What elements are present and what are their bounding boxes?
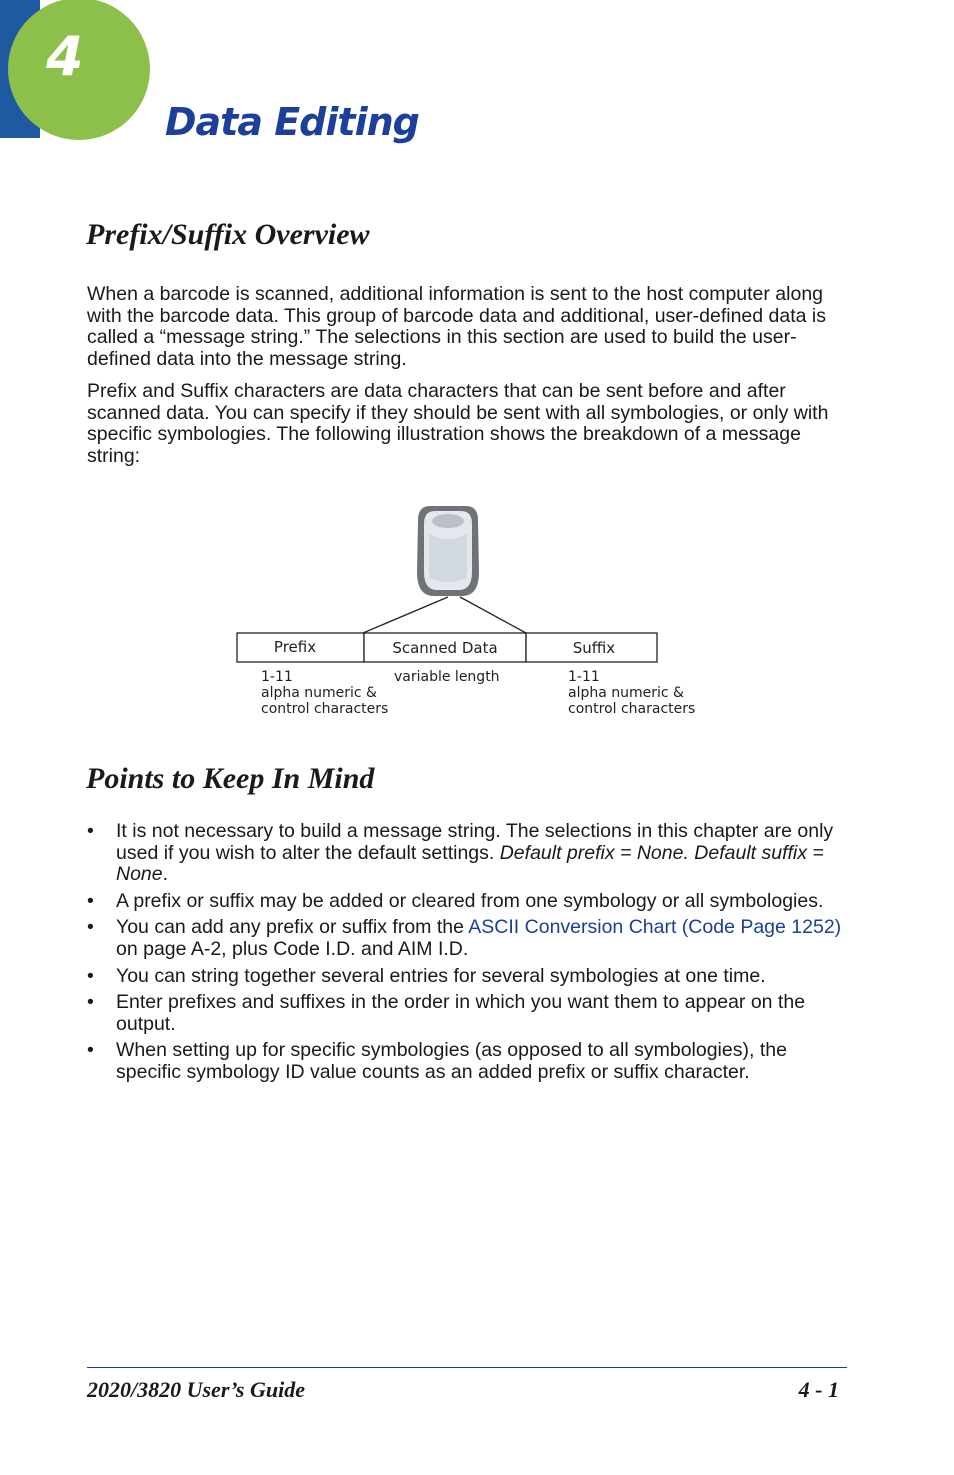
ascii-chart-link[interactable]: ASCII Conversion Chart (Code Page 1252) [468, 916, 842, 939]
connector-line-left [363, 597, 448, 633]
suffix-label: Suffix [572, 639, 616, 657]
list-item-text: on page A-2, plus Code I.D. and AIM I.D. [116, 937, 469, 960]
prefix-note-line: control characters [261, 701, 389, 717]
scanned-data-label: Scanned Data [392, 639, 498, 657]
list-item-text: It is not necessary to build a message string. The selections in this chapter are only used if you wish to alter the default settings. [116, 820, 834, 864]
scanner-icon [417, 506, 479, 596]
chapter-tab [0, 0, 150, 140]
connector-line-right [460, 597, 526, 633]
scanned-data-note: variable length [394, 669, 500, 685]
footer-divider [87, 1367, 847, 1368]
list-item-text: When setting up for specific symbologies (as opposed to all symbologies), the specific symbology ID value counts as an added prefix or suffix character. [116, 1039, 787, 1083]
bullet-icon: • [87, 916, 94, 939]
bullet-icon: • [87, 991, 94, 1014]
section-heading-points: Points to Keep In Mind [86, 762, 375, 795]
bullet-icon: • [87, 820, 94, 842]
bullet-icon: • [87, 1039, 94, 1062]
list-item [87, 992, 857, 1035]
bullet-icon: • [87, 889, 94, 912]
list-item-text: You can string together several entries for several symbologies at one time. [116, 964, 766, 987]
footer-guide-title: 2020/3820 User’s Guide [87, 1377, 305, 1402]
list-item-emphasis: Default prefix = None. Default suffix = None [116, 841, 824, 886]
message-string-diagram [230, 500, 710, 730]
suffix-note-line: 1-11 [568, 669, 600, 685]
list-item [87, 917, 857, 960]
suffix-note-line: control characters [568, 701, 696, 717]
overview-paragraph-2: Prefix and Suffix characters are data characters that can be sent before and after scanned data. You can specify if they should be sent with all symbologies, or only with specific symbologies. The following illustration shows the breakdown of a message string: [87, 380, 829, 467]
list-item [87, 891, 857, 913]
list-item [87, 966, 857, 988]
suffix-note-line: alpha numeric & [568, 685, 684, 701]
points-list [87, 821, 857, 1089]
chapter-number: 4 [46, 25, 84, 88]
prefix-label: Prefix [273, 638, 317, 656]
section-heading-overview: Prefix/Suffix Overview [86, 218, 370, 251]
list-item-text: Enter prefixes and suffixes in the order in which you want them to appear on the output. [116, 991, 806, 1035]
overview-paragraph-1: When a barcode is scanned, additional information is sent to the host computer along with the barcode data. This group of barcode data and additional, user-defined data is called a “message string.” The selections in this section are used to build the user-defined data into the message string. [87, 283, 826, 370]
list-item-text: You can add any prefix or suffix from the [116, 916, 469, 939]
prefix-note-line: 1-11 [261, 669, 293, 685]
bullet-icon: • [87, 964, 94, 987]
list-item-text: A prefix or suffix may be added or cleared from one symbology or all symbologies. [116, 889, 824, 912]
list-item-text: . [162, 863, 169, 886]
list-item [87, 1040, 857, 1083]
chapter-title: Data Editing [165, 100, 419, 144]
prefix-note-line: alpha numeric & [261, 685, 377, 701]
footer-page-number: 4 - 1 [798, 1377, 839, 1402]
list-item [87, 821, 857, 886]
